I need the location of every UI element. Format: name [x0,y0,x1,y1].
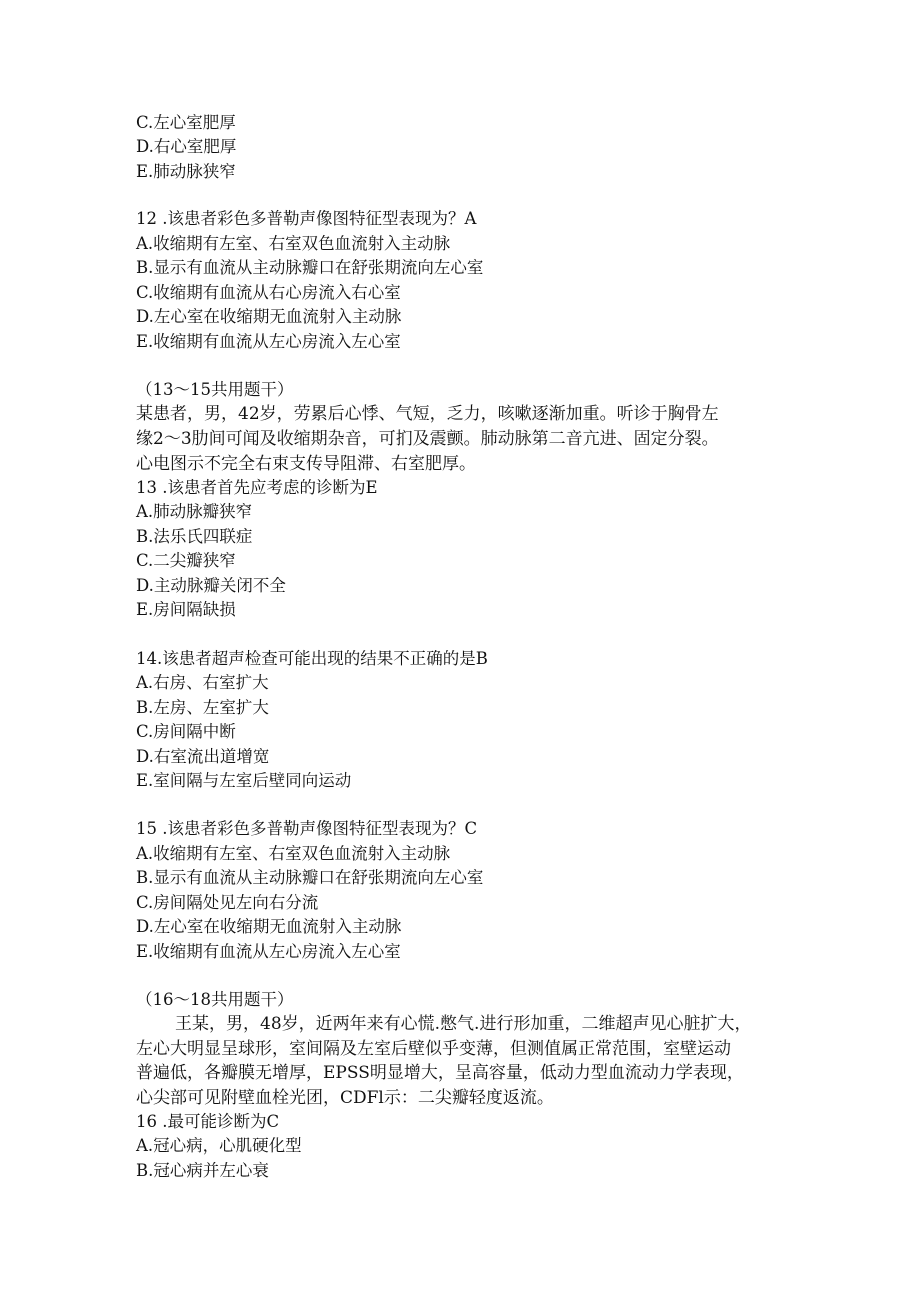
case2-header: （16～18共用题干） [136,990,294,1009]
q13-option-e: E.房间隔缺损 [136,600,236,619]
case1-header: （13～15共用题干） [136,380,294,399]
q12-option-d: D.左心室在收缩期无血流射入主动脉 [136,307,402,326]
case2-line-4: 心尖部可见附壁血栓光团，CDFl示：二尖瓣轻度返流。 [136,1088,554,1108]
case2-line-1: 王某，男，48岁，近两年来有心慌.憋气.进行形加重，二维超声见心脏扩大， [175,1014,752,1034]
case2-line-3: 普遍低，各瓣膜无增厚，EPSS明显增大，呈高容量，低动力型血流动力学表现， [136,1063,744,1083]
q14-option-e: E.室间隔与左室后壁同向运动 [136,771,352,790]
case1-line-2: 缘2～3肋间可闻及收缩期杂音，可扪及震颤。肺动脉第二音亢进、固定分裂。 [136,429,719,449]
q14-stem: 14.该患者超声检查可能出现的结果不正确的是B [136,649,488,668]
q15-option-c: C.房间隔处见左向右分流 [136,893,319,912]
q16-option-a: A.冠心病，心肌硬化型 [136,1136,302,1155]
q15-option-e: E.收缩期有血流从左心房流入左心室 [136,942,401,961]
case2-line-2: 左心大明显呈球形，室间隔及左室后壁似乎变薄，但测值属正常范围，室壁运动 [136,1039,731,1059]
q15-option-d: D.左心室在收缩期无血流射入主动脉 [136,917,402,936]
case1-line-1: 某患者，男，42岁，劳累后心悸、气短，乏力，咳嗽逐渐加重。听诊于胸骨左 [136,404,719,424]
q13-option-a: A.肺动脉瓣狭窄 [136,502,253,521]
q12-option-a: A.收缩期有左室、右室双色血流射入主动脉 [136,234,451,253]
q13-option-b: B.法乐氏四联症 [136,527,253,546]
q15-option-a: A.收缩期有左室、右室双色血流射入主动脉 [136,844,451,863]
q14-option-d: D.右室流出道增宽 [136,747,270,766]
q12-option-e: E.收缩期有血流从左心房流入左心室 [136,332,401,351]
q13-option-c: C.二尖瓣狭窄 [136,551,236,570]
q14-option-c: C.房间隔中断 [136,722,236,741]
q14-option-b: B.左房、左室扩大 [136,698,269,717]
q13-option-d: D.主动脉瓣关闭不全 [136,576,286,595]
q16-stem: 16 .最可能诊断为C [136,1112,280,1131]
q13-stem: 13 .该患者首先应考虑的诊断为E [136,478,378,497]
q12-option-b: B.显示有血流从主动脉瓣口在舒张期流向左心室 [136,258,484,277]
q11-option-e: E.肺动脉狭窄 [136,162,236,181]
q14-option-a: A.右房、右室扩大 [136,673,269,692]
q15-stem: 15 .该患者彩色多普勒声像图特征型表现为？C [136,819,478,838]
q12-option-c: C.收缩期有血流从右心房流入右心室 [136,283,401,302]
q15-option-b: B.显示有血流从主动脉瓣口在舒张期流向左心室 [136,868,484,887]
q12-stem: 12 .该患者彩色多普勒声像图特征型表现为？A [136,209,477,228]
q11-option-d: D.右心室肥厚 [136,137,237,156]
q16-option-b: B.冠心病并左心衰 [136,1161,269,1180]
q11-option-c: C.左心室肥厚 [136,113,236,132]
case1-line-3: 心电图示不完全右束支传导阻滞、右室肥厚。 [136,454,476,474]
